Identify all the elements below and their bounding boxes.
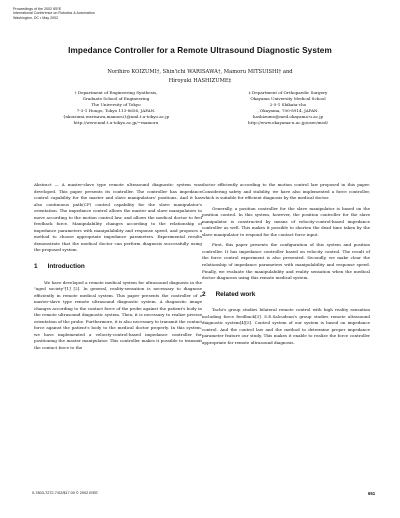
affiliation-right	[208, 90, 368, 127]
affiliation-line: The University of Tokyo	[91, 102, 141, 108]
section-title: Related work	[215, 290, 256, 298]
section-heading-related-work	[202, 292, 370, 299]
affiliation-line: Graduate School of Engineering	[82, 96, 150, 102]
author-list	[60, 68, 340, 86]
left-column	[34, 182, 202, 356]
section-heading-introduction	[34, 264, 202, 271]
affiliation-email: hashizume@med.okayama-u.ac.jp	[252, 114, 324, 120]
affiliation-line: 7-3-1 Hongo, Tokyo 113-8656, JAPAN.	[76, 108, 156, 114]
section-number: 1	[34, 263, 38, 271]
abstract-paragraph: Abstract — A master-slave type remote ultrasound diagnostic system was developed. This paper presents its controller. The controller has impedance control capability for the master and slave manipulators' positions. And it has also continuous path(CP) control capability for the slave manipulator's orientation. The impedance control allows the master and slave manipulators to move according to the motion control law, and allows the medical doctor to feel feedback force. Manipulability changes according to the relationship of impedance parameters with manipulability and response speed, and proposes a method to choose appropriate impedance parameters. Experimental results demonstrate that the medical doctor can perform diagnosis successfully using the proposed system.	[34, 182, 202, 253]
related-work-paragraph: Tachi's group studies bilateral remote control with high reality sensation including force feedback[3]. S.E.Salcudean's group studies remote ultrasound diagnostic system[4][5]. Control system of our system is based on impedance control. And the control law and the method to determine proper impedance parameter feature our study. This makes it enable to realize the force controller appropriate for remote ultrasound diagnosis.	[202, 307, 370, 345]
section-title: Introduction	[47, 263, 85, 271]
authors-line-2: Hiroyuki HASHIZUME‡	[168, 78, 232, 84]
page-number: 651	[368, 491, 376, 496]
affiliation-line: Okayama University Medical School	[250, 96, 326, 102]
affiliation-line: ‡ Department of Orthopaedic Surgery	[248, 90, 328, 95]
proceedings-line: Washington, DC • May 2002	[13, 15, 59, 20]
body-paragraph: Generally, a position controller for the slave manipulator is based on the position control. In this system, however, the position controller for the slave manipulator is constructed by means of velocity-control-based impedance controller as well. This makes it possible to shorten the dead time taken by the slave manipulator to respond for the contact force input.	[202, 205, 370, 237]
affiliation-line: , Okayama, 700-8914, JAPAN.	[257, 108, 319, 114]
proceedings-line: Proceedings of the 2002 IEEE	[13, 7, 62, 11]
authors-line-1: Norihiro KOIZUMI†, Shin'ichi WARISAWA†, Mamoru MITSUISHI† and	[107, 69, 293, 75]
copyright-footer: 0-7803-7272-7/02/$17.00 © 2002 IEEE	[32, 491, 98, 495]
paper-title: Impedance Controller for a Remote Ultrasound Diagnostic System	[68, 46, 332, 55]
section-number: 2	[202, 290, 206, 298]
affiliation-line: 2-5-1 Shikata-cho	[269, 102, 307, 108]
affiliation-url: http://www.okayama-u.ac.jp/user/med/	[248, 120, 328, 126]
introduction-paragraph: We have developed a remote medical system for ultrasound diagnosis in the "aged society"[1] [2]. In general, reality-sensation is necessary to diagnose efficiently in remote medical system. This paper presents the controller of a master-slave type remote ultrasound diagnostic system. A diagnostic image changes according to the contact force of the probe against the patient's body in the remote ultrasound diagnostic system. Then, it is necessary to realize precise orientation of the probe. Furthermore, it is also necessary to transmit the contact force against the patient's body to the medical doctor properly. In this system, we have implemented a velocity-control-based impedance controller for positioning the master manipulator. This controller makes it possible to transmit the contact force to the	[34, 279, 203, 351]
right-column	[202, 182, 370, 350]
body-paragraph: doctor efficiently according to the motion control law proposed in this paper. Considering safety and stability, we have also implemented a force controller, which is suitable for efficient diagnosis by the medical doctor.	[202, 182, 370, 201]
affiliation-line: † Department of Engineering Synthesis,	[74, 90, 158, 95]
affiliation-url: http://www.nml.t.u-tokyo.ac.jp/~mamoru	[73, 120, 159, 126]
body-paragraph: First, this paper presents the configuration of this system and position controller. It has impedance controller based on velocity control. The result of the force control experiment is also presented. Secondly, we make clear the relationship of impedance parameters with manipulability and response speed. Finally, we evaluate the manipulability and reality sensation when the medical doctor diagnoses using this remote medical system.	[202, 242, 370, 281]
affiliation-left	[36, 90, 196, 127]
proceedings-header	[13, 7, 95, 20]
affiliation-email: {nkoizumi,warisawa,mamoru}@nml.t.u-tokyo.ac.jp	[62, 114, 170, 120]
proceedings-line: International Conference on Robotics & Automation	[13, 11, 95, 16]
